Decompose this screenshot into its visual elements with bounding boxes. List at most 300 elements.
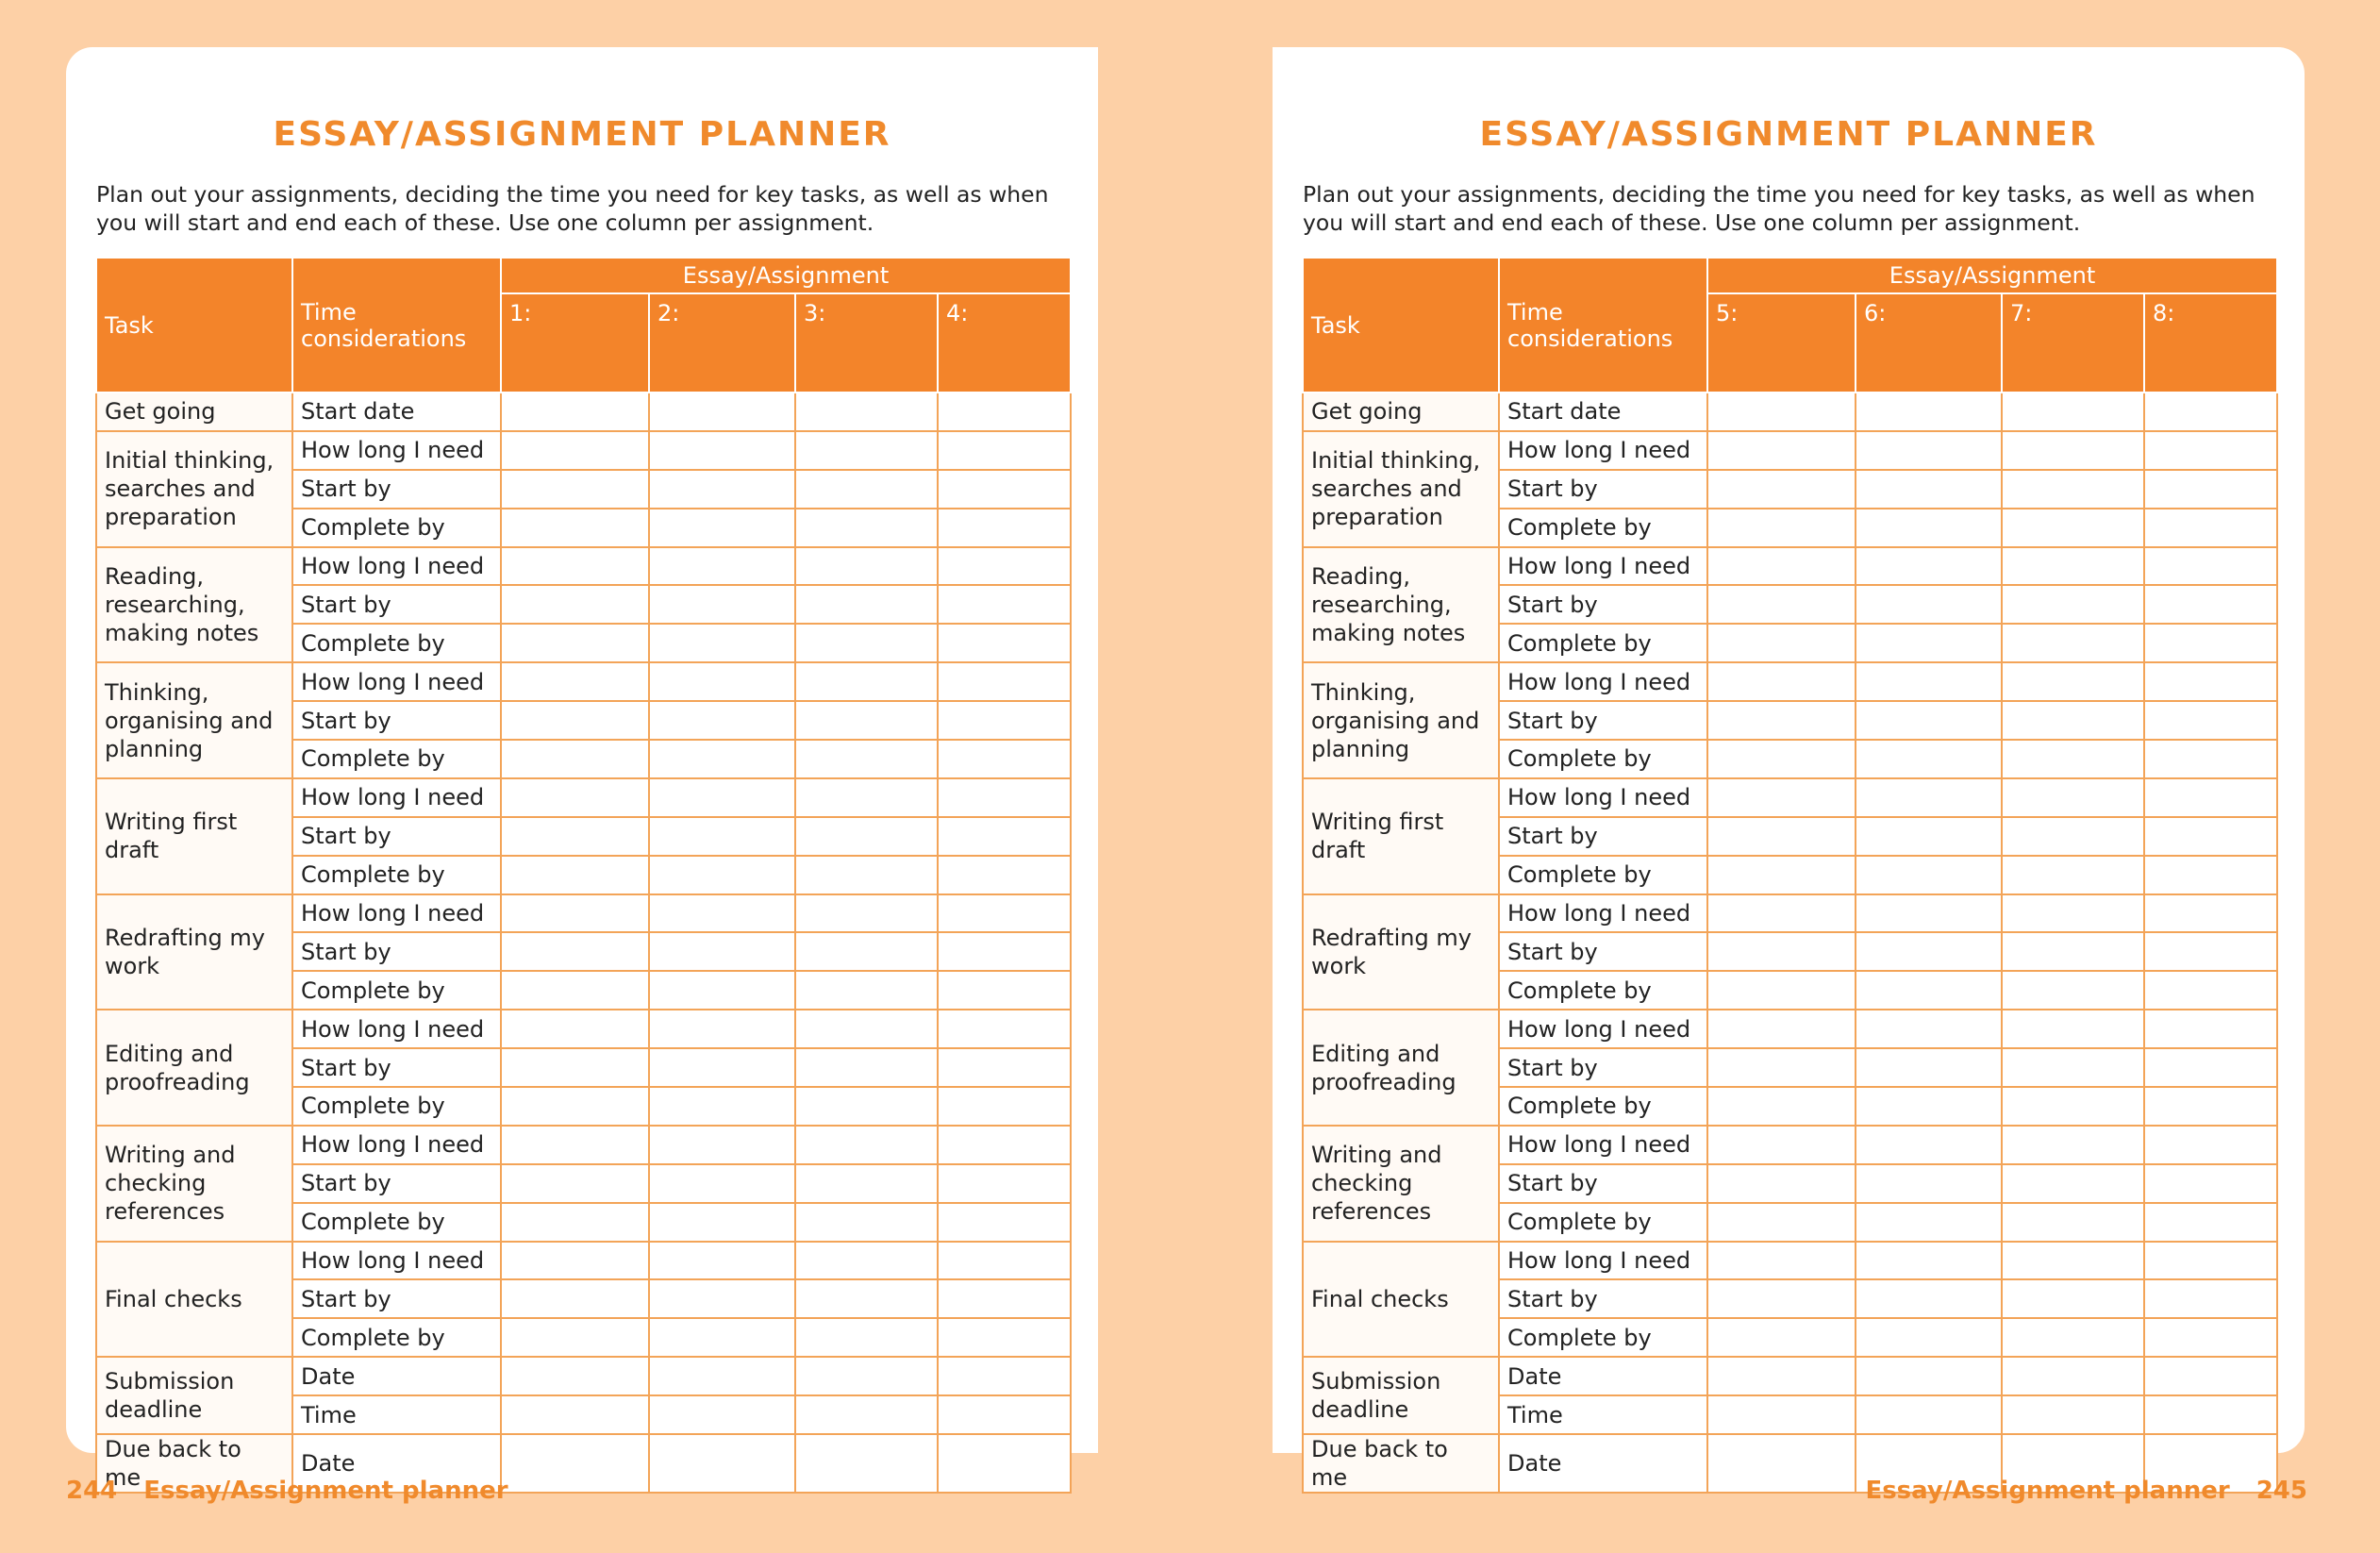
entry-cell[interactable]	[2144, 932, 2277, 971]
entry-cell[interactable]	[2002, 856, 2144, 894]
entry-cell[interactable]	[501, 932, 649, 971]
entry-cell[interactable]	[1856, 817, 2002, 856]
entry-cell[interactable]	[1856, 932, 2002, 971]
entry-cell[interactable]	[649, 1395, 795, 1434]
entry-cell[interactable]	[1707, 1242, 1856, 1280]
time-consideration-label: How long I need	[1499, 431, 1707, 470]
entry-cell[interactable]	[2002, 894, 2144, 933]
entry-cell[interactable]	[649, 1434, 795, 1493]
entry-cell[interactable]	[2144, 547, 2277, 586]
entry-cell[interactable]	[649, 1010, 795, 1048]
entry-cell[interactable]	[938, 1357, 1071, 1395]
entry-cell[interactable]	[2144, 1357, 2277, 1395]
entry-cell[interactable]	[649, 624, 795, 662]
task-label: Initial thinking, searches and preparation	[96, 431, 292, 547]
entry-cell[interactable]	[938, 1087, 1071, 1126]
entry-cell[interactable]	[795, 1395, 938, 1434]
time-consideration-label: Start by	[292, 1279, 501, 1318]
entry-cell[interactable]	[2144, 1242, 2277, 1280]
entry-cell[interactable]	[1707, 585, 1856, 624]
entry-cell[interactable]	[1856, 894, 2002, 933]
entry-cell[interactable]	[938, 1164, 1071, 1203]
entry-cell[interactable]	[795, 431, 938, 470]
entry-cell[interactable]	[938, 1242, 1071, 1280]
entry-cell[interactable]	[501, 624, 649, 662]
entry-cell[interactable]	[1707, 1126, 1856, 1164]
entry-cell[interactable]	[1707, 624, 1856, 662]
task-label: Submission deadline	[1303, 1357, 1499, 1434]
entry-cell[interactable]	[649, 1164, 795, 1203]
entry-cell[interactable]	[2002, 1318, 2144, 1357]
entry-cell[interactable]	[1856, 701, 2002, 740]
entry-cell[interactable]	[2002, 1010, 2144, 1048]
entry-cell[interactable]	[938, 1434, 1071, 1493]
entry-cell[interactable]	[2144, 894, 2277, 933]
table-row	[1303, 1242, 2277, 1280]
footer-left	[66, 1477, 508, 1505]
entry-cell[interactable]	[795, 817, 938, 856]
entry-cell[interactable]	[938, 431, 1071, 470]
entry-cell[interactable]	[795, 547, 938, 586]
table-row	[1303, 431, 2277, 470]
entry-cell[interactable]	[1707, 778, 1856, 817]
time-consideration-label: Complete by	[1499, 1318, 1707, 1357]
time-consideration-label: How long I need	[1499, 1242, 1707, 1280]
entry-cell[interactable]	[795, 1279, 938, 1318]
task-label: Thinking, organising and planning	[1303, 662, 1499, 778]
entry-cell[interactable]	[649, 1318, 795, 1357]
entry-cell[interactable]	[1856, 624, 2002, 662]
entry-cell[interactable]	[1856, 1203, 2002, 1242]
entry-cell[interactable]	[795, 392, 938, 431]
table-row	[1303, 1357, 2277, 1395]
entry-cell[interactable]	[938, 509, 1071, 547]
entry-cell[interactable]	[2144, 1395, 2277, 1434]
entry-cell[interactable]	[1707, 1203, 1856, 1242]
assignment-column-header: 4:	[938, 293, 1071, 392]
time-consideration-label: Complete by	[1499, 1087, 1707, 1126]
entry-cell[interactable]	[938, 470, 1071, 509]
entry-cell[interactable]	[501, 585, 649, 624]
entry-cell[interactable]	[1707, 856, 1856, 894]
time-consideration-label: Complete by	[1499, 971, 1707, 1010]
task-label: Redrafting my work	[96, 894, 292, 1010]
time-consideration-label: Complete by	[292, 971, 501, 1010]
entry-cell[interactable]	[501, 740, 649, 778]
entry-cell[interactable]	[1856, 470, 2002, 509]
entry-cell[interactable]	[938, 932, 1071, 971]
entry-cell[interactable]	[2002, 1279, 2144, 1318]
entry-cell[interactable]	[649, 932, 795, 971]
time-consideration-label: Date	[1499, 1434, 1707, 1493]
entry-cell[interactable]	[1707, 547, 1856, 586]
entry-cell[interactable]	[938, 701, 1071, 740]
entry-cell[interactable]	[1707, 1048, 1856, 1087]
entry-cell[interactable]	[501, 509, 649, 547]
entry-cell[interactable]	[501, 431, 649, 470]
entry-cell[interactable]	[2002, 1164, 2144, 1203]
entry-cell[interactable]	[2002, 740, 2144, 778]
entry-cell[interactable]	[2144, 856, 2277, 894]
entry-cell[interactable]	[501, 470, 649, 509]
entry-cell[interactable]	[1707, 1434, 1856, 1493]
time-consideration-label: Start by	[292, 585, 501, 624]
table-row	[96, 778, 1071, 817]
entry-cell[interactable]	[795, 662, 938, 701]
entry-cell[interactable]	[938, 1048, 1071, 1087]
entry-cell[interactable]	[2002, 470, 2144, 509]
entry-cell[interactable]	[2002, 1242, 2144, 1280]
entry-cell[interactable]	[649, 701, 795, 740]
assignment-column-header: 1:	[501, 293, 649, 392]
entry-cell[interactable]	[795, 1010, 938, 1048]
entry-cell[interactable]	[2144, 662, 2277, 701]
entry-cell[interactable]	[938, 1126, 1071, 1164]
entry-cell[interactable]	[501, 1126, 649, 1164]
task-label: Editing and proofreading	[1303, 1010, 1499, 1126]
entry-cell[interactable]	[649, 470, 795, 509]
time-consideration-label: Complete by	[1499, 624, 1707, 662]
time-consideration-label: Date	[292, 1434, 501, 1493]
time-consideration-label: Complete by	[292, 1087, 501, 1126]
entry-cell[interactable]	[2144, 1126, 2277, 1164]
footer-title: Essay/Assignment planner	[1865, 1477, 2230, 1505]
table-row	[1303, 894, 2277, 933]
entry-cell[interactable]	[938, 894, 1071, 933]
entry-cell[interactable]	[1856, 431, 2002, 470]
entry-cell[interactable]	[2002, 1395, 2144, 1434]
entry-cell[interactable]	[501, 547, 649, 586]
entry-cell[interactable]	[2002, 662, 2144, 701]
time-consideration-label: Start by	[292, 932, 501, 971]
entry-cell[interactable]	[649, 778, 795, 817]
time-consideration-label: How long I need	[1499, 547, 1707, 586]
entry-cell[interactable]	[938, 662, 1071, 701]
entry-cell[interactable]	[2144, 817, 2277, 856]
entry-cell[interactable]	[501, 662, 649, 701]
entry-cell[interactable]	[1856, 1164, 2002, 1203]
entry-cell[interactable]	[938, 392, 1071, 431]
entry-cell[interactable]	[795, 1357, 938, 1395]
entry-cell[interactable]	[938, 1203, 1071, 1242]
entry-cell[interactable]	[2144, 509, 2277, 547]
entry-cell[interactable]	[938, 740, 1071, 778]
page-number: 244	[66, 1477, 118, 1505]
time-consideration-label: Start by	[292, 470, 501, 509]
entry-cell[interactable]	[501, 701, 649, 740]
entry-cell[interactable]	[501, 778, 649, 817]
entry-cell[interactable]	[795, 894, 938, 933]
entry-cell[interactable]	[2002, 971, 2144, 1010]
page-title: ESSAY/ASSIGNMENT PLANNER	[1479, 115, 2098, 154]
entry-cell[interactable]	[795, 1434, 938, 1493]
task-label: Submission deadline	[96, 1357, 292, 1434]
entry-cell[interactable]	[2002, 932, 2144, 971]
footer-right	[1865, 1477, 2307, 1505]
time-consideration-label: Time	[1499, 1395, 1707, 1434]
task-label: Writing and checking references	[96, 1126, 292, 1242]
table-row	[96, 1242, 1071, 1280]
task-label: Initial thinking, searches and preparation	[1303, 431, 1499, 547]
time-consideration-label: Complete by	[1499, 509, 1707, 547]
entry-cell[interactable]	[649, 1279, 795, 1318]
time-consideration-label: Complete by	[292, 1203, 501, 1242]
entry-cell[interactable]	[2144, 1203, 2277, 1242]
time-consideration-label: How long I need	[292, 547, 501, 586]
time-consideration-label: Start by	[292, 817, 501, 856]
time-consideration-label: Start by	[1499, 585, 1707, 624]
entry-cell[interactable]	[2144, 1087, 2277, 1126]
planner-table	[1302, 257, 2278, 1494]
time-consideration-label: How long I need	[292, 662, 501, 701]
entry-cell[interactable]	[1856, 1048, 2002, 1087]
entry-cell[interactable]	[2144, 971, 2277, 1010]
entry-cell[interactable]	[938, 1395, 1071, 1434]
footer-title: Essay/Assignment planner	[143, 1477, 508, 1505]
time-consideration-label: Start by	[1499, 1048, 1707, 1087]
table-row	[96, 431, 1071, 470]
entry-cell[interactable]	[1707, 392, 1856, 431]
entry-cell[interactable]	[795, 1318, 938, 1357]
entry-cell[interactable]	[649, 509, 795, 547]
entry-cell[interactable]	[501, 1203, 649, 1242]
entry-cell[interactable]	[2002, 817, 2144, 856]
time-consideration-label: Complete by	[1499, 1203, 1707, 1242]
entry-cell[interactable]	[649, 1357, 795, 1395]
entry-cell[interactable]	[795, 1126, 938, 1164]
time-consideration-label: How long I need	[1499, 1126, 1707, 1164]
entry-cell[interactable]	[795, 1164, 938, 1203]
entry-cell[interactable]	[1856, 1357, 2002, 1395]
entry-cell[interactable]	[2002, 585, 2144, 624]
entry-cell[interactable]	[795, 470, 938, 509]
entry-cell[interactable]	[501, 392, 649, 431]
time-consideration-label: Date	[292, 1357, 501, 1395]
entry-cell[interactable]	[1707, 817, 1856, 856]
time-consideration-label: How long I need	[292, 1126, 501, 1164]
table-row	[1303, 547, 2277, 586]
entry-cell[interactable]	[1707, 1357, 1856, 1395]
entry-cell[interactable]	[2144, 1048, 2277, 1087]
entry-cell[interactable]	[938, 817, 1071, 856]
entry-cell[interactable]	[938, 1279, 1071, 1318]
task-label: Due back to me	[1303, 1434, 1499, 1493]
assignment-column-header: 6:	[1856, 293, 2002, 392]
entry-cell[interactable]	[1856, 1318, 2002, 1357]
entry-cell[interactable]	[938, 856, 1071, 894]
entry-cell[interactable]	[1707, 894, 1856, 933]
entry-cell[interactable]	[2144, 431, 2277, 470]
entry-cell[interactable]	[2144, 740, 2277, 778]
time-consideration-label: How long I need	[292, 1242, 501, 1280]
entry-cell[interactable]	[2144, 585, 2277, 624]
entry-cell[interactable]	[1707, 1164, 1856, 1203]
entry-cell[interactable]	[795, 509, 938, 547]
entry-cell[interactable]	[938, 547, 1071, 586]
entry-cell[interactable]	[649, 856, 795, 894]
table-row	[96, 1126, 1071, 1164]
entry-cell[interactable]	[649, 585, 795, 624]
entry-cell[interactable]	[649, 662, 795, 701]
task-label: Writing and checking references	[1303, 1126, 1499, 1242]
entry-cell[interactable]	[795, 1087, 938, 1126]
entry-cell[interactable]	[649, 1048, 795, 1087]
entry-cell[interactable]	[1707, 1318, 1856, 1357]
entry-cell[interactable]	[501, 894, 649, 933]
entry-cell[interactable]	[938, 1318, 1071, 1357]
task-header: Task	[96, 258, 292, 392]
entry-cell[interactable]	[2002, 1357, 2144, 1395]
entry-cell[interactable]	[938, 585, 1071, 624]
entry-cell[interactable]	[2144, 1279, 2277, 1318]
time-consideration-label: Start date	[1499, 392, 1707, 431]
entry-cell[interactable]	[1856, 971, 2002, 1010]
entry-cell[interactable]	[501, 971, 649, 1010]
entry-cell[interactable]	[1856, 662, 2002, 701]
entry-cell[interactable]	[1707, 932, 1856, 971]
entry-cell[interactable]	[649, 1242, 795, 1280]
entry-cell[interactable]	[1707, 470, 1856, 509]
entry-cell[interactable]	[649, 740, 795, 778]
entry-cell[interactable]	[501, 1048, 649, 1087]
task-label: Due back to me	[96, 1434, 292, 1493]
time-consideration-label: How long I need	[292, 894, 501, 933]
entry-cell[interactable]	[795, 1242, 938, 1280]
entry-cell[interactable]	[1707, 701, 1856, 740]
time-consideration-label: Complete by	[292, 509, 501, 547]
entry-cell[interactable]	[649, 817, 795, 856]
entry-cell[interactable]	[1856, 547, 2002, 586]
entry-cell[interactable]	[1707, 431, 1856, 470]
time-consideration-label: How long I need	[1499, 1010, 1707, 1048]
entry-cell[interactable]	[2002, 1203, 2144, 1242]
entry-cell[interactable]	[795, 624, 938, 662]
entry-cell[interactable]	[649, 1203, 795, 1242]
entry-cell[interactable]	[2002, 547, 2144, 586]
entry-cell[interactable]	[1707, 1279, 1856, 1318]
entry-cell[interactable]	[795, 856, 938, 894]
entry-cell[interactable]	[1856, 1010, 2002, 1048]
entry-cell[interactable]	[501, 1357, 649, 1395]
entry-cell[interactable]	[1856, 1395, 2002, 1434]
entry-cell[interactable]	[501, 1279, 649, 1318]
entry-cell[interactable]	[2002, 624, 2144, 662]
entry-cell[interactable]	[938, 778, 1071, 817]
entry-cell[interactable]	[795, 585, 938, 624]
entry-cell[interactable]	[501, 1318, 649, 1357]
entry-cell[interactable]	[2002, 1048, 2144, 1087]
entry-cell[interactable]	[2002, 778, 2144, 817]
entry-cell[interactable]	[938, 1010, 1071, 1048]
task-label: Thinking, organising and planning	[96, 662, 292, 778]
entry-cell[interactable]	[1856, 392, 2002, 431]
entry-cell[interactable]	[2144, 1164, 2277, 1203]
entry-cell[interactable]	[2002, 1087, 2144, 1126]
table-row	[96, 547, 1071, 586]
time-consideration-label: How long I need	[292, 778, 501, 817]
entry-cell[interactable]	[2002, 509, 2144, 547]
entry-cell[interactable]	[649, 547, 795, 586]
entry-cell[interactable]	[1707, 1395, 1856, 1434]
time-consideration-label: Complete by	[292, 740, 501, 778]
entry-cell[interactable]	[2144, 701, 2277, 740]
entry-cell[interactable]	[795, 932, 938, 971]
entry-cell[interactable]	[1707, 509, 1856, 547]
task-label: Final checks	[96, 1242, 292, 1358]
entry-cell[interactable]	[1856, 1087, 2002, 1126]
entry-cell[interactable]	[649, 894, 795, 933]
entry-cell[interactable]	[2144, 392, 2277, 431]
entry-cell[interactable]	[649, 1087, 795, 1126]
entry-cell[interactable]	[2002, 1126, 2144, 1164]
entry-cell[interactable]	[1856, 1242, 2002, 1280]
entry-cell[interactable]	[501, 1164, 649, 1203]
entry-cell[interactable]	[1856, 1126, 2002, 1164]
entry-cell[interactable]	[501, 1395, 649, 1434]
entry-cell[interactable]	[1707, 1010, 1856, 1048]
entry-cell[interactable]	[2002, 392, 2144, 431]
entry-cell[interactable]	[501, 1434, 649, 1493]
entry-cell[interactable]	[2002, 431, 2144, 470]
entry-cell[interactable]	[1856, 509, 2002, 547]
entry-cell[interactable]	[938, 624, 1071, 662]
time-considerations-header: Time considerations	[292, 258, 501, 392]
entry-cell[interactable]	[501, 1010, 649, 1048]
entry-cell[interactable]	[501, 817, 649, 856]
entry-cell[interactable]	[501, 1242, 649, 1280]
entry-cell[interactable]	[1856, 585, 2002, 624]
time-consideration-label: How long I need	[1499, 894, 1707, 933]
table-row	[1303, 1010, 2277, 1048]
entry-cell[interactable]	[501, 856, 649, 894]
time-consideration-label: Complete by	[292, 624, 501, 662]
entry-cell[interactable]	[2002, 701, 2144, 740]
entry-cell[interactable]	[795, 1048, 938, 1087]
task-label: Writing first draft	[1303, 778, 1499, 894]
entry-cell[interactable]	[1856, 740, 2002, 778]
entry-cell[interactable]	[1707, 662, 1856, 701]
entry-cell[interactable]	[1856, 1279, 2002, 1318]
entry-cell[interactable]	[795, 1203, 938, 1242]
entry-cell[interactable]	[795, 701, 938, 740]
task-label: Reading, researching, making notes	[96, 547, 292, 663]
entry-cell[interactable]	[649, 431, 795, 470]
entry-cell[interactable]	[938, 971, 1071, 1010]
entry-cell[interactable]	[1707, 1087, 1856, 1126]
essay-assignment-header: Essay/Assignment	[1707, 258, 2277, 293]
assignment-column-header: 3:	[795, 293, 938, 392]
entry-cell[interactable]	[795, 740, 938, 778]
entry-cell[interactable]	[2144, 778, 2277, 817]
entry-cell[interactable]	[2144, 1010, 2277, 1048]
entry-cell[interactable]	[1856, 778, 2002, 817]
entry-cell[interactable]	[1856, 856, 2002, 894]
entry-cell[interactable]	[2144, 470, 2277, 509]
assignment-column-header: 8:	[2144, 293, 2277, 392]
entry-cell[interactable]	[2144, 1318, 2277, 1357]
entry-cell[interactable]	[649, 971, 795, 1010]
entry-cell[interactable]	[2144, 624, 2277, 662]
entry-cell[interactable]	[1707, 740, 1856, 778]
entry-cell[interactable]	[795, 971, 938, 1010]
entry-cell[interactable]	[649, 392, 795, 431]
entry-cell[interactable]	[795, 778, 938, 817]
entry-cell[interactable]	[649, 1126, 795, 1164]
entry-cell[interactable]	[501, 1087, 649, 1126]
entry-cell[interactable]	[1707, 971, 1856, 1010]
time-consideration-label: Complete by	[1499, 856, 1707, 894]
time-consideration-label: Start by	[1499, 701, 1707, 740]
